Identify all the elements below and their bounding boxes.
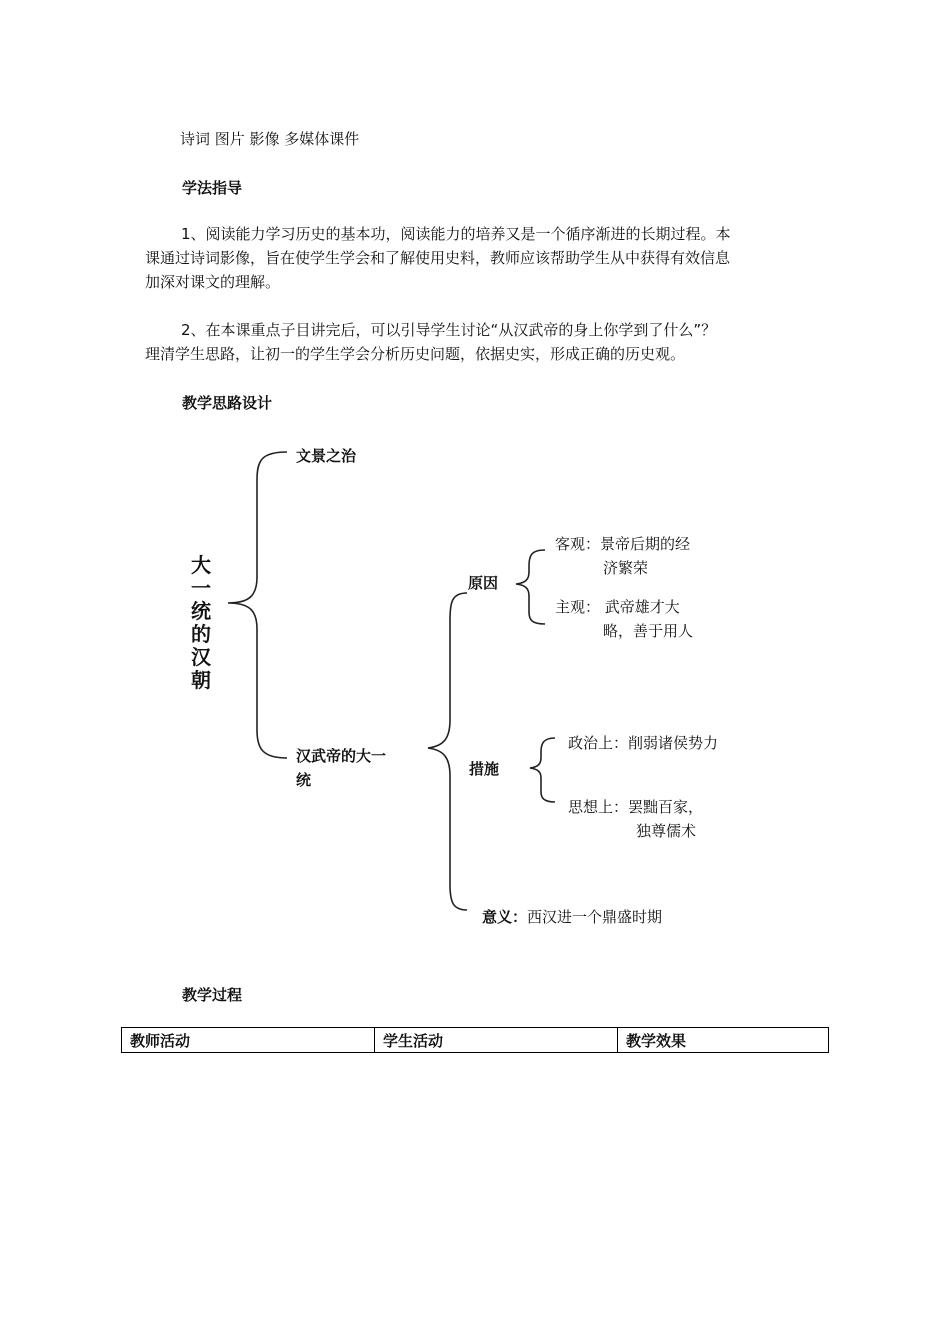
- diagram-title-vertical: [190, 554, 212, 692]
- measures-brace: [530, 738, 555, 802]
- node-measures: 措施: [469, 760, 500, 778]
- title-char: 朝: [191, 668, 211, 692]
- node-wudi-line2: 统: [296, 771, 312, 789]
- table-header-row: [122, 1028, 829, 1053]
- study-guide-heading: 学法指导: [182, 179, 243, 197]
- title-char: 大: [191, 553, 211, 577]
- process-heading: 教学过程: [182, 986, 243, 1004]
- node-objective: 客观：景帝后期的经: [555, 535, 691, 553]
- paragraph-line: 理清学生思路，让初一的学生学会分析历史问题，依据史实，形成正确的历史观。: [145, 345, 686, 363]
- node-subjective-cont: 略，善于用人: [603, 622, 694, 640]
- header-teacher-activity: 教师活动: [122, 1028, 375, 1053]
- node-thought-cont: 独尊儒术: [636, 822, 697, 840]
- node-thought: 思想上：罢黜百家，: [568, 798, 704, 816]
- significance-label: 意义：: [482, 908, 528, 926]
- paragraph-line: 2、在本课重点子目讲完后，可以引导学生讨论“从汉武帝的身上你学到了什么”？: [181, 321, 717, 339]
- title-char: 汉: [191, 645, 211, 669]
- node-wudi-line1: 汉武帝的大一: [296, 747, 387, 765]
- title-char: 一: [191, 576, 211, 600]
- paragraph-line: 课通过诗词影像，旨在使学生学会和了解使用史料，教师应该帮助学生从中获得有效信息: [145, 249, 731, 267]
- paragraph-line: 1、阅读能力学习历史的基本功，阅读能力的培养又是一个循序渐进的长期过程。本: [181, 225, 731, 243]
- wudi-brace: [428, 593, 467, 910]
- significance-text: 西汉进一个鼎盛时期: [527, 908, 663, 926]
- header-student-activity: 学生活动: [375, 1028, 618, 1053]
- reason-brace: [516, 550, 545, 624]
- node-political: 政治上：削弱诸侯势力: [568, 734, 719, 752]
- resources-line: 诗词 图片 影像 多媒体课件: [180, 130, 360, 148]
- title-char: 统: [191, 599, 211, 623]
- design-heading: 教学思路设计: [182, 394, 273, 412]
- node-subjective: 主观： 武帝雄才大: [555, 598, 680, 616]
- process-table: [121, 1027, 829, 1053]
- paragraph-line: 加深对课文的理解。: [145, 273, 281, 291]
- node-reason: 原因: [468, 574, 499, 592]
- header-teaching-effect: 教学效果: [618, 1028, 829, 1053]
- main-brace: [228, 452, 287, 758]
- node-wenjing: 文景之治: [296, 447, 357, 465]
- title-char: 的: [191, 622, 211, 646]
- node-objective-cont: 济繁荣: [603, 559, 649, 577]
- node-significance: [482, 906, 662, 927]
